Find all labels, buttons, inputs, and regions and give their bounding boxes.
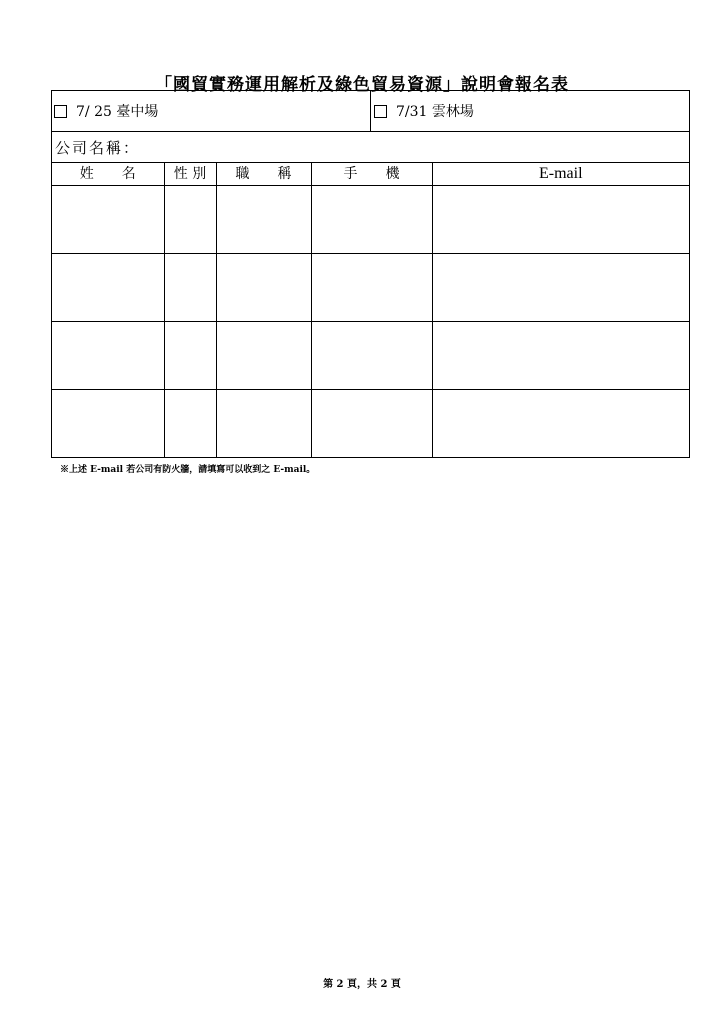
name-cell[interactable] xyxy=(52,390,164,458)
title-cell[interactable] xyxy=(216,390,311,458)
column-header-title: 職 稱 xyxy=(216,163,311,186)
title-cell[interactable] xyxy=(216,186,311,254)
yunlin-checkbox[interactable] xyxy=(374,105,387,118)
gender-cell[interactable] xyxy=(164,390,216,458)
table-header-row xyxy=(52,163,689,186)
gender-cell[interactable] xyxy=(164,186,216,254)
page-number-footer: 第 2 頁，共 2 頁 xyxy=(323,979,401,990)
title-cell[interactable] xyxy=(216,254,311,322)
name-cell[interactable] xyxy=(52,254,164,322)
table-row xyxy=(52,322,689,390)
email-firewall-note: ※上述 E-mail 若公司有防火牆，請填寫可以收到之 E-mail。 xyxy=(60,465,316,475)
mobile-cell[interactable] xyxy=(311,390,432,458)
email-cell[interactable] xyxy=(432,186,689,254)
company-name-label: 公司名稱： xyxy=(55,138,141,157)
yunlin-label: 7/31 雲林場 xyxy=(396,104,474,120)
table-row xyxy=(52,390,689,458)
registration-form xyxy=(51,90,690,458)
email-cell[interactable] xyxy=(432,390,689,458)
column-header-gender: 性 別 xyxy=(164,163,216,186)
attendee-table xyxy=(52,163,689,457)
title-cell[interactable] xyxy=(216,322,311,390)
email-cell[interactable] xyxy=(432,322,689,390)
company-name-field[interactable] xyxy=(52,132,689,163)
session-options xyxy=(52,91,689,132)
column-header-email: E-mail xyxy=(432,163,689,186)
column-header-mobile: 手 機 xyxy=(311,163,432,186)
mobile-cell[interactable] xyxy=(311,322,432,390)
column-header-name: 姓 名 xyxy=(52,163,164,186)
taichung-checkbox[interactable] xyxy=(54,105,67,118)
name-cell[interactable] xyxy=(52,322,164,390)
gender-cell[interactable] xyxy=(164,254,216,322)
email-cell[interactable] xyxy=(432,254,689,322)
form-title: 「國貿實務運用解析及綠色貿易資源」說明會報名表 xyxy=(155,75,569,95)
mobile-cell[interactable] xyxy=(311,254,432,322)
mobile-cell[interactable] xyxy=(311,186,432,254)
taichung-label: 7/ 25 臺中場 xyxy=(76,104,159,120)
session-option-yunlin[interactable] xyxy=(371,91,689,131)
gender-cell[interactable] xyxy=(164,322,216,390)
session-option-taichung[interactable] xyxy=(52,91,371,131)
table-row xyxy=(52,186,689,254)
name-cell[interactable] xyxy=(52,186,164,254)
table-row xyxy=(52,254,689,322)
